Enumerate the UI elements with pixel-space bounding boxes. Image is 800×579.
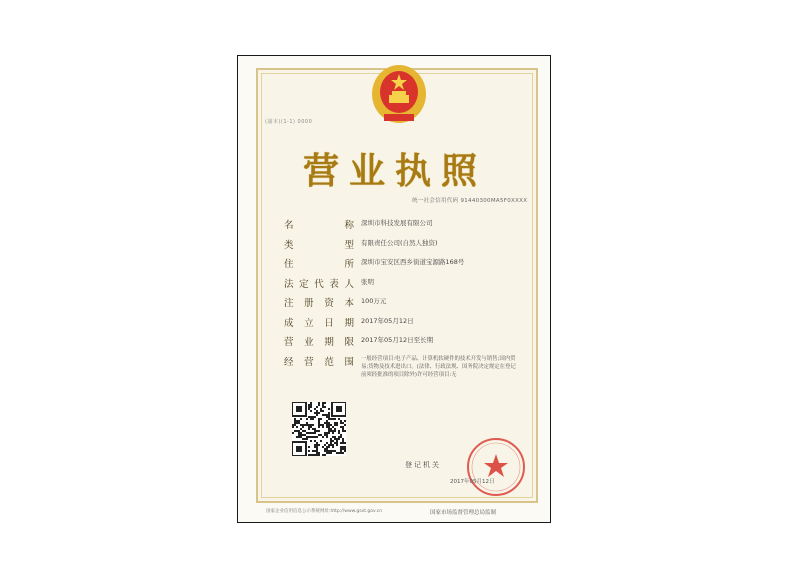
issue-date: 2017年05月12日 <box>450 479 495 485</box>
footer-website: 国家企业信用信息公示系统网址:http://www.gsxt.gov.cn <box>266 509 383 514</box>
fields-table <box>284 217 534 378</box>
footer-issuer: 国家市场监督管理总局监制 <box>430 510 497 516</box>
field-row-legal-representative <box>284 276 534 296</box>
field-row-business-scope <box>284 354 534 378</box>
field-value: 深圳市宝安区西乡街道宝源路168号 <box>361 258 465 266</box>
field-value: 100万元 <box>361 297 387 305</box>
official-seal-icon <box>465 436 527 498</box>
field-value: 有限责任公司(自然人独资) <box>361 238 438 247</box>
field-row-address <box>284 256 534 276</box>
document-title: 营业执照 <box>302 150 487 192</box>
field-row-established-date <box>284 315 534 335</box>
field-label: 类 型 <box>284 239 354 251</box>
field-label: 法 定 代 表 人 <box>284 278 354 290</box>
field-value: 深圳市科技发展有限公司 <box>361 219 433 227</box>
field-label: 经 营 范 围 <box>284 356 354 368</box>
field-value: 2017年05月12日 <box>361 316 414 325</box>
field-label: 住 所 <box>284 259 354 270</box>
field-label: 成 立 日 期 <box>284 317 354 329</box>
field-row-business-term <box>284 334 534 354</box>
qr-code-icon <box>292 402 346 456</box>
serial-number: (副本)(1-1) 0000 <box>265 119 313 125</box>
registration-authority: 登记机关 <box>405 461 441 469</box>
field-row-registered-capital <box>284 295 534 315</box>
field-label: 名 称 <box>284 220 354 231</box>
field-label: 营 业 期 限 <box>284 337 354 348</box>
field-value: 一般经营项目:电子产品、计算机软硬件的技术开发与销售;国内贸易;货物及技术进出口。(法律、行政法规、国务院决定规定在登记前须经批准的项目除外)许可经营项目:无 <box>361 355 516 378</box>
field-value: 张明 <box>361 277 374 286</box>
field-row-name <box>284 217 534 237</box>
national-emblem-icon <box>370 62 428 126</box>
field-row-type <box>284 237 534 257</box>
field-value: 2017年05月12日至长期 <box>361 336 434 344</box>
field-label: 注 册 资 本 <box>284 298 354 309</box>
credit-code: 统一社会信用代码 91440300MA5F0XXXX <box>412 198 528 204</box>
